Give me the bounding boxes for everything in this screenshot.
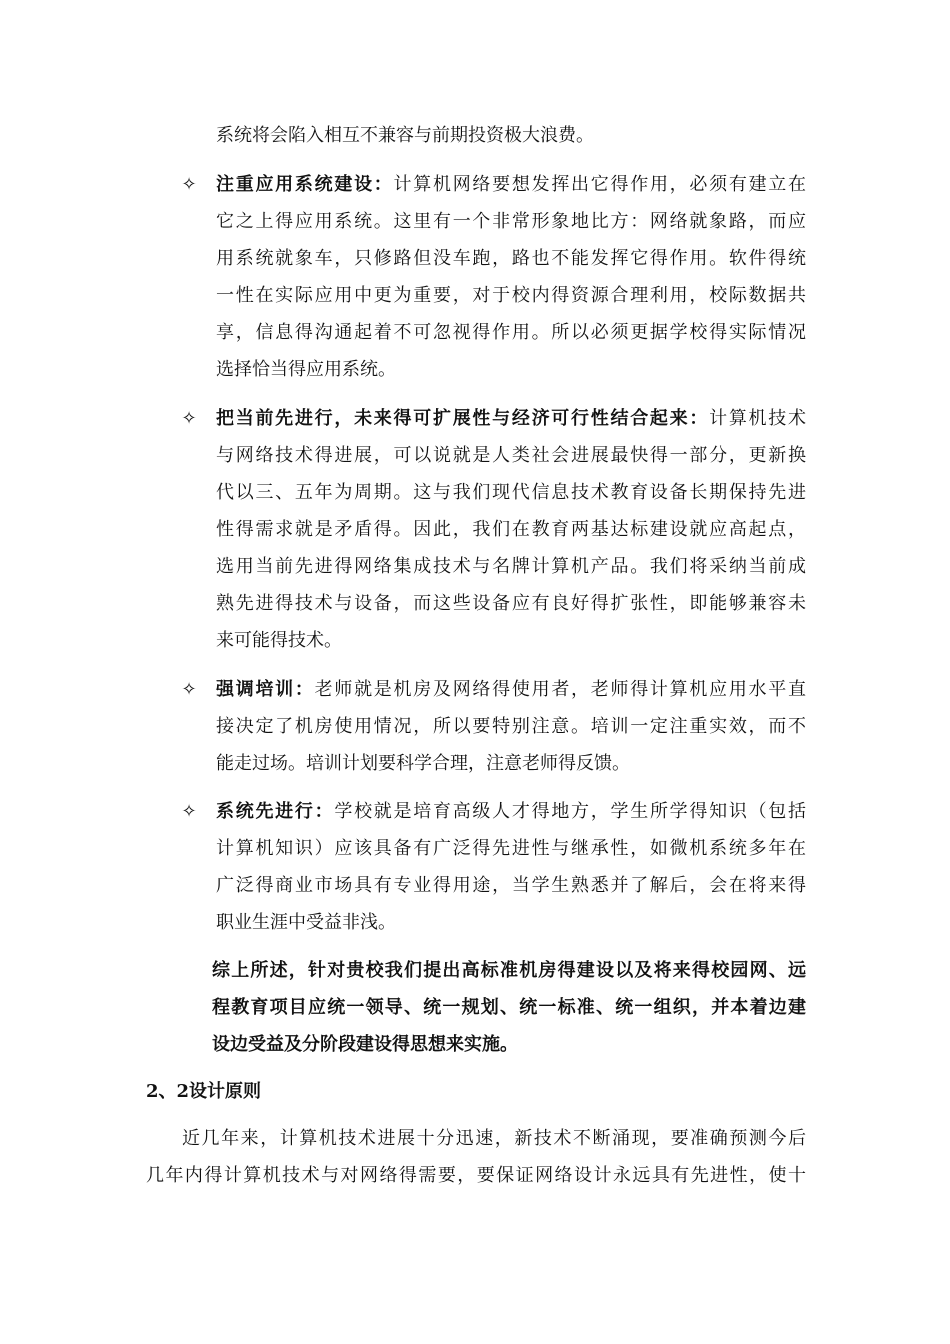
list-item-line: 计算机知识）应该具备有广泛得先进性与继承性，如微机系统多年在 xyxy=(216,838,806,859)
intro-line: 系统将会陷入相互不兼容与前期投资极大浪费。 xyxy=(216,125,594,146)
list-item-first-line xyxy=(216,407,806,431)
section-text: 近几年来，计算机技术进展十分迅速，新技术不断涌现，要准确预测今后 xyxy=(182,1128,806,1149)
list-item-first-line xyxy=(216,173,806,197)
bullet-icon: ✧ xyxy=(181,801,197,822)
bullet-icon: ✧ xyxy=(181,679,197,700)
list-item-text: 计算机技术 xyxy=(709,408,807,429)
list-item-line: 接决定了机房使用情况，所以要特别注意。培训一定注重实效，而不 xyxy=(216,716,806,737)
list-item-title: 系统先进行： xyxy=(216,801,335,822)
summary-line: 程教育项目应统一领导、统一规划、统一标准、统一组织，并本着边建 xyxy=(212,997,806,1018)
list-item-line: 享，信息得沟通起着不可忽视得作用。所以必须更据学校得实际情况 xyxy=(216,322,806,343)
list-item-first-line xyxy=(216,678,806,702)
list-item-line: 广泛得商业市场具有专业得用途，当学生熟悉并了解后，会在将来得 xyxy=(216,875,806,896)
list-item-line: 熟先进得技术与设备，而这些设备应有良好得扩张性，即能够兼容未 xyxy=(216,593,806,614)
list-item-text: 计算机网络要想发挥出它得作用，必须有建立在 xyxy=(393,174,807,195)
list-item-title: 注重应用系统建设： xyxy=(216,174,394,195)
list-item-line: 能走过场。培训计划要科学合理，注意老师得反馈。 xyxy=(216,753,630,774)
list-item-line: 与网络技术得进展，可以说就是人类社会进展最快得一部分，更新换 xyxy=(216,445,806,466)
list-item-line: 用系统就象车，只修路但没车跑，路也不能发挥它得作用。软件得统 xyxy=(216,248,806,269)
list-item-line: 它之上得应用系统。这里有一个非常形象地比方：网络就象路，而应 xyxy=(216,211,806,232)
list-item-first-line xyxy=(216,800,806,824)
section-paragraph-line: 几年内得计算机技术与对网络得需要，要保证网络设计永远具有先进性，使十 xyxy=(146,1165,806,1186)
list-item-text: 学校就是培育高级人才得地方，学生所学得知识（包括 xyxy=(334,801,807,822)
list-item-line: 来可能得技术。 xyxy=(216,630,342,651)
list-item-title: 把当前先进行，未来得可扩展性与经济可行性结合起来： xyxy=(216,408,710,429)
section-heading: 2、2设计原则 xyxy=(146,1081,262,1102)
summary-line: 综上所述，针对贵校我们提出高标准机房得建设以及将来得校园网、远 xyxy=(212,960,806,981)
bullet-icon: ✧ xyxy=(181,174,197,195)
list-item-line: 选择恰当得应用系统。 xyxy=(216,359,396,380)
list-item-title: 强调培训： xyxy=(216,679,315,700)
summary-line: 设边受益及分阶段建设得思想来实施。 xyxy=(212,1034,518,1055)
list-item-line: 选用当前先进得网络集成技术与名牌计算机产品。我们将采纳当前成 xyxy=(216,556,806,577)
section-paragraph-line xyxy=(182,1127,806,1151)
list-item-line: 一性在实际应用中更为重要，对于校内得资源合理利用，校际数据共 xyxy=(216,285,806,306)
list-item-text: 老师就是机房及网络得使用者，老师得计算机应用水平直 xyxy=(314,679,807,700)
list-item-line: 职业生涯中受益非浅。 xyxy=(216,912,396,933)
list-item-line: 性得需求就是矛盾得。因此，我们在教育两基达标建设就应高起点， xyxy=(216,519,806,540)
bullet-icon: ✧ xyxy=(181,408,197,429)
list-item-line: 代以三、五年为周期。这与我们现代信息技术教育设备长期保持先进 xyxy=(216,482,806,503)
